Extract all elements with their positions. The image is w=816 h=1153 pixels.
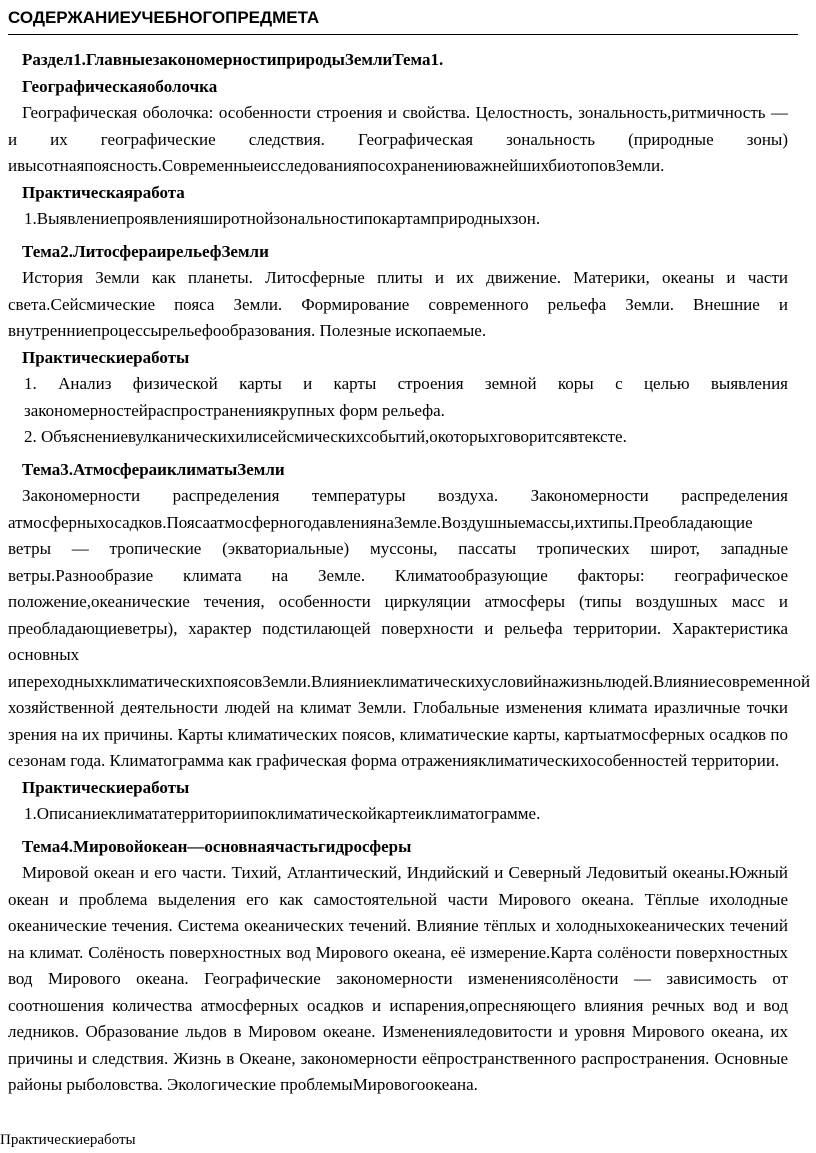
topic3-practice-item-1: 1.Описаниеклимататерриториипоклиматическойкартеиклиматограмме. [24,804,541,823]
topic2-practice-item-1: 1. Анализ физической карты и карты строения земной коры с целью выявления закономерностейраспространениякрупных форм рельефа. [24,374,788,420]
topic1-practice-heading: Практическаяработа [22,182,185,202]
topic4-practice-heading: Практическиеработы [0,1132,136,1148]
topic4-heading: Тема4.Мировойокеан—основнаячастьгидросферы [22,836,412,856]
page-title: СОДЕРЖАНИЕУЧЕБНОГОПРЕДМЕТА [8,8,320,27]
section1-heading: Раздел1.ГлавныезакономерностиприродыЗемлиТема1. [22,50,444,69]
topic2-practice-heading: Практическиеработы [22,347,190,367]
title-divider [8,34,798,35]
topic3-practice-heading: Практическиеработы [22,777,190,797]
topic2-text: История Земли как планеты. Литосферные плиты и их движение. Материки, океаны и части света.Сейсмические пояса Земли. Формирование современного рельефа Земли. Внешние и внутренниепроцессырельефообразования. Полезные ископаемые. [8,268,788,340]
topic2-practice-item-2: 2. Объяснениевулканическихилисейсмическихсобытий,окоторыхговоритсявтексте. [24,427,627,446]
topic3-heading: Тема3.АтмосфераиклиматыЗемли [22,459,285,479]
topic4-text: Мировой океан и его части. Тихий, Атлантический, Индийский и Северный Ледовитый океаны.Южный океан и проблема выделения его как самостоятельной части Мирового океана. Тёплые ихолодные океанические течения. Система океанических течений. Влияние тёплых и холодныхокеанических течений на климат. Солёность поверхностных вод Мирового океана, её измерение.Карта солёности поверхностных вод Мирового океана. Географические закономерности изменениясолёности — зависимость от соотношения количества атмосферных осадков и испарения,опресняющего влияния речных вод и вод ледников. Образование льдов в Мировом океане. Измененияледовитости и уровня Мирового океана, их причины и следствия. Жизнь в Океане, закономерности еёпространственного распространения. Основные районы рыболовства. Экологические проблемыМировогоокеана. [8,863,788,1094]
topic1-heading: Географическаяоболочка [22,76,218,96]
document-body [8,47,811,1099]
topic1-practice-item-1: 1.Выявлениепроявленияширотнойзональностипокартамприродныхзон. [24,209,541,228]
topic1-text: Географическая оболочка: особенности строения и свойства. Целостность, зональность,ритмичность — и их географические следствия. Географическая зональность (природные зоны) ивысотнаяпоясность.СовременныеисследованияпосохранениюважнейшихбиотоповЗемли. [8,103,788,175]
topic3-text: Закономерности распределения температуры воздуха. Закономерности распределения атмосферныхосадков.ПоясаатмосферногодавлениянаЗемле.Воздушныемассы,ихтипы.Преобладающие ветры — тропические (экваториальные) муссоны, пассаты тропических широт, западные ветры.Разнообразие климата на Земле. Климатообразующие факторы: географическое положение,океанические течения, особенности циркуляции атмосферы (типы воздушных масс и преобладающиеветры), характер подстилающей поверхности и рельефа территории. Характеристика основных ипереходныхклиматическихпоясовЗемли.Влияниеклиматическихусловийнажизньлюдей.Влияниесовременной хозяйственной деятельности людей на климат Земли. Глобальные изменения климата иразличные точки зрения на их причины. Карты климатических поясов, климатические карты, картыатмосферных осадков по сезонам года. Климатограмма как графическая форма отраженияклиматическихособенностей территории. [8,486,811,770]
topic2-heading: Тема2.ЛитосфераирельефЗемли [22,241,269,261]
